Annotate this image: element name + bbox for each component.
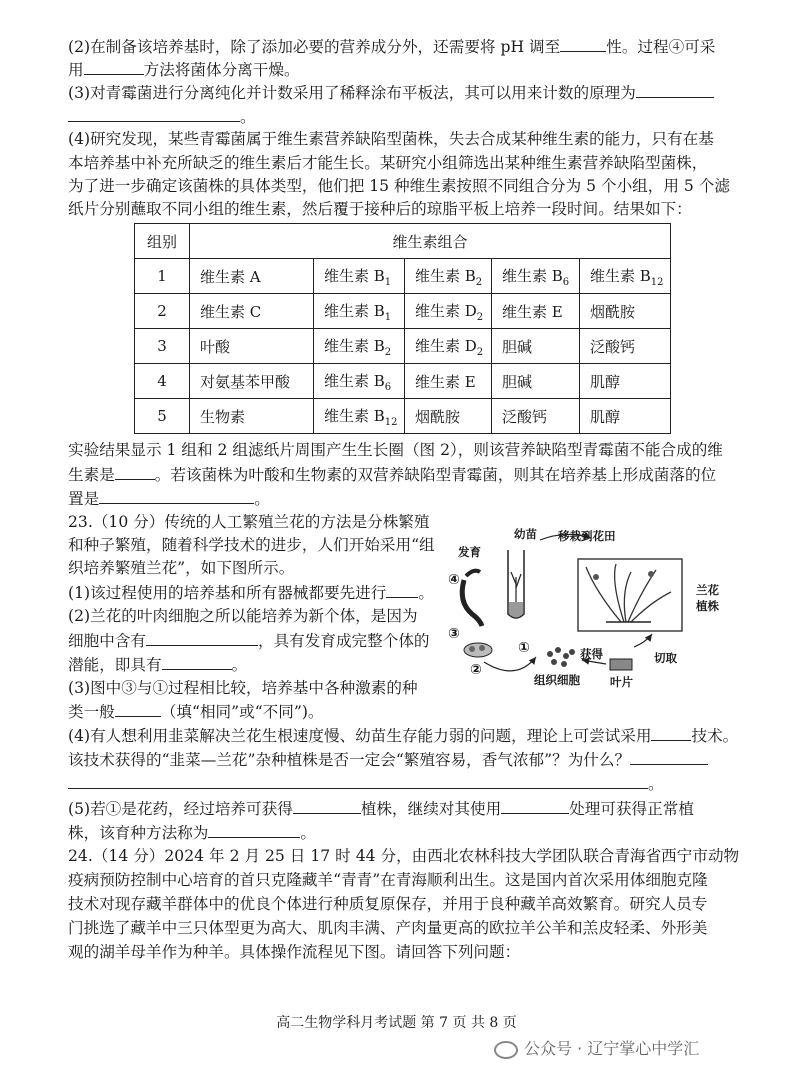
answer-blank[interactable]	[630, 749, 708, 765]
leaf-piece-icon	[610, 659, 632, 670]
q24-line2: 疫病预防控制中心培育的首只克隆藏羊“青青”在青海顺利出生。这是国内首次采用体细胞克隆	[68, 871, 708, 889]
step-4: ④	[448, 572, 460, 588]
answer-blank[interactable]	[293, 798, 361, 814]
q23-part4-line3: 。	[68, 773, 664, 794]
q23-part5-line1: (5)若①是花药，经过培养可获得 植株，继续对其使用 处理可获得正常植	[68, 800, 694, 818]
q22-part3-line1: (3)对青霉菌进行分离纯化并计数采用了稀释涂布平板法，其可以用来计数的原理为	[68, 82, 714, 103]
label-seedling: 幼苗	[514, 527, 537, 541]
answer-blank[interactable]	[146, 630, 258, 646]
answer-blank[interactable]	[99, 488, 254, 504]
q24-line3: 技术对现存藏羊群体中的优良个体进行种质复原保存，并用于良种藏羊高效繁育。研究人员专	[68, 895, 708, 913]
q23-part4-line1: (4)有人想利用韭菜解决兰花生根速度慢、幼苗生存能力弱的问题，理论上可尝试采用 技术。	[68, 727, 739, 745]
answer-blank[interactable]	[386, 582, 418, 598]
q23-part5-line2: 株，该育种方法称为 。	[68, 824, 316, 842]
wechat-icon	[494, 1041, 518, 1059]
header-combination: 维生素组合	[190, 224, 671, 259]
q22-part3-line2: 。	[68, 106, 256, 127]
label-tissue-cells: 组织细胞	[534, 673, 580, 687]
label-cut: 切取	[654, 651, 677, 665]
step-3: ③	[448, 626, 460, 642]
q23-part2-line1: (2)兰花的叶肉细胞之所以能培养为新个体，是因为	[68, 607, 418, 625]
q23-intro-line2: 和种子繁殖，随着科学技术的进步，人们开始采用“组	[68, 536, 435, 554]
test-tube-icon	[508, 550, 524, 618]
q23-part3-line1: (3)图中③与①过程相比较，培养基中各种激素的种	[68, 679, 418, 697]
page-footer: 高二生物学科月考试题 第 7 页 共 8 页	[276, 1015, 517, 1031]
table-row: 3 叶酸 维生素 $B_2$ 维生素 $D_2$ 胆碱 泛酸钙	[135, 329, 671, 364]
label-leaf: 叶片	[610, 675, 633, 689]
q22-part2-line2: 用 方法将菌体分离干燥。	[68, 61, 300, 79]
q23-part2-line2: 细胞中含有 ，具有发育成完整个体的	[68, 632, 430, 650]
orchid-plant-icon	[578, 559, 682, 631]
label-obtain: 获得	[580, 647, 603, 661]
answer-blank[interactable]	[651, 725, 691, 741]
q22-part2-line1: (2)在制备该培养基时，除了添加必要的营养成分外，还需要将 pH 调至 性。过程④可采	[68, 38, 716, 56]
step-1: ①	[518, 640, 530, 656]
answer-blank[interactable]	[115, 701, 161, 717]
q23-intro-line3: 织培养繁殖兰花”，如下图所示。	[68, 559, 295, 577]
answer-blank[interactable]	[560, 36, 606, 52]
result-line2: 生素是 。若该菌株为叶酸和生物素的双营养缺陷型青霉菌，则其在培养基上形成菌落的位	[68, 466, 717, 484]
q23-part4-line2: 该技术获得的“韭菜—兰花”杂种植株是否一定会“繁殖容易，香气浓郁”？为什么？	[68, 749, 708, 770]
answer-blank[interactable]	[636, 82, 714, 98]
label-orchid-1: 兰花	[696, 583, 719, 597]
orchid-tissue-culture-figure	[446, 522, 746, 692]
q23-part1: (1)该过程使用的培养基和所有器械都要先进行 。	[68, 584, 434, 602]
label-develop: 发育	[458, 545, 481, 559]
q24-line4: 门挑选了藏羊中三只体型更为高大、肌肉丰满、产肉量更高的欧拉羊公羊和羔皮轻柔、外形美	[68, 919, 708, 937]
label-transplant: 移栽到花田	[558, 529, 616, 543]
table-header-row	[135, 224, 671, 259]
q22-part4-line1: (4)研究发现，某些青霉菌属于维生素营养缺陷型菌株，失去合成某种维生素的能力，只有在基	[68, 130, 714, 148]
q24-line5: 观的湖羊母羊作为种羊。具体操作流程见下图。请回答下列问题：	[68, 943, 521, 961]
tissue-cells-icon	[547, 647, 575, 667]
result-line3: 置是 。	[68, 490, 270, 508]
table-row: 5 生物素 维生素 $B_{12}$ 烟酰胺 泛酸钙 肌醇	[135, 399, 671, 434]
answer-blank[interactable]	[84, 59, 144, 75]
q24-line1: 24.（14 分）2024 年 2 月 25 日 17 时 44 分，由西北农林科技大学团队联合青海省西宁市动物	[68, 847, 740, 865]
header-group: 组别	[135, 224, 190, 259]
answer-blank[interactable]	[68, 773, 648, 789]
watermark: 公众号 · 辽宁掌心中学汇	[494, 1036, 699, 1059]
q23-part3-line2: 类一般 （填“相同”或“不同”)。	[68, 703, 324, 721]
table-row: 4 对氨基苯甲酸 维生素 $B_6$ 维生素 E 胆碱 肌醇	[135, 364, 671, 399]
table-row: 1 维生素 A 维生素 $B_1$ 维生素 $B_2$ 维生素 $B_6$ 维生素 $B_{12}$	[135, 259, 671, 294]
step-2: ②	[470, 662, 482, 678]
table-row: 2 维生素 C 维生素 $B_1$ 维生素 $D_2$ 维生素 E 烟酰胺	[135, 294, 671, 329]
result-line1: 实验结果显示 1 组和 2 组滤纸片周围产生生长圈（图 2），则该营养缺陷型青霉菌不能合成的维	[68, 441, 723, 459]
answer-blank[interactable]	[501, 798, 569, 814]
answer-blank[interactable]	[208, 822, 300, 838]
q22-part4-line3: 为了进一步确定该菌株的具体类型，他们把 15 种维生素按照不同组合分为 5 个小组，用 5 个滤	[68, 177, 730, 195]
answer-blank[interactable]	[68, 106, 240, 122]
vitamin-table	[134, 223, 671, 434]
q22-part4-line2: 本培养基中补充所缺乏的维生素后才能生长。某研究小组筛选出某种维生素营养缺陷型菌株，	[68, 154, 708, 172]
answer-blank[interactable]	[162, 654, 232, 670]
callus-icon	[462, 571, 492, 657]
q23-intro-line1: 23.（10 分）传统的人工繁殖兰花的方法是分株繁殖	[68, 513, 430, 531]
answer-blank[interactable]	[115, 464, 155, 480]
label-orchid-2: 植株	[696, 599, 719, 613]
q22-part4-line4: 纸片分别蘸取不同小组的维生素，然后覆于接种后的琼脂平板上培养一段时间。结果如下：	[68, 200, 692, 218]
q23-part2-line3: 潜能，即具有 。	[68, 656, 248, 674]
